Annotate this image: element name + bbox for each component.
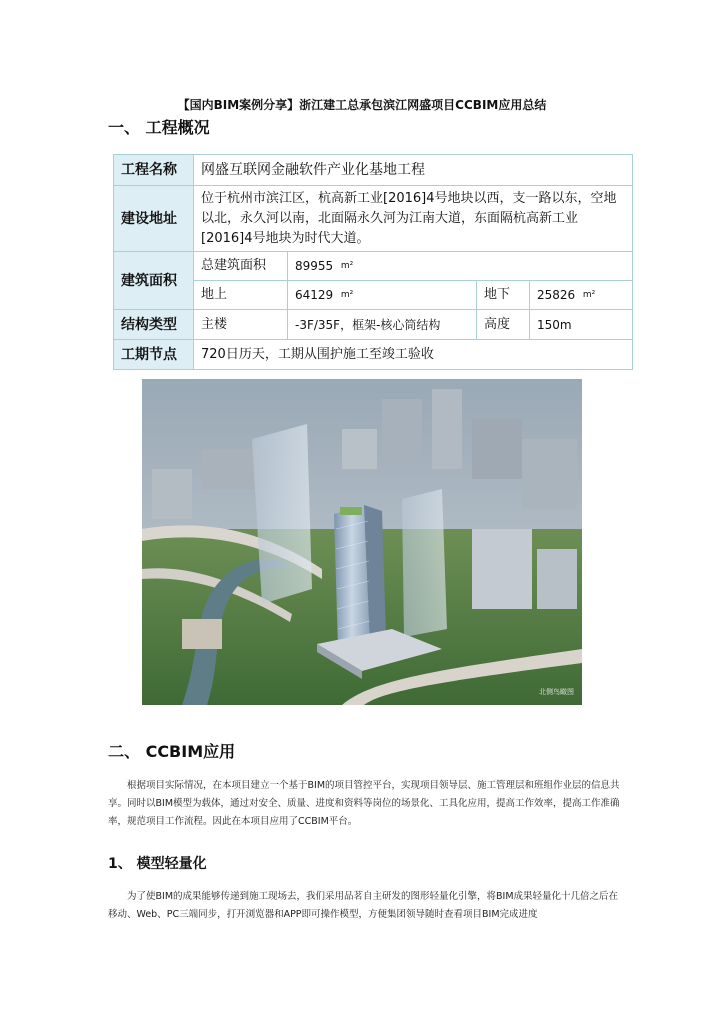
subsection-heading-model-lightweight: 1、 模型轻量化 <box>108 856 207 872</box>
aerial-rendering-image <box>142 379 582 705</box>
schedule-label: 工期节点 <box>114 340 194 370</box>
structure-type-label: 结构类型 <box>114 310 194 340</box>
total-area-cell <box>288 252 633 281</box>
table-row <box>114 310 633 340</box>
table-row <box>114 252 633 281</box>
below-ground-value: 25826 <box>537 288 576 302</box>
image-caption: 北侧鸟瞰图 <box>539 688 574 696</box>
document-title: 【国内BIM案例分享】浙江建工总承包滨江网盛项目CCBIM应用总结 <box>177 98 547 112</box>
aerial-rendering-illustration <box>142 379 582 705</box>
building-area-label: 建筑面积 <box>114 252 194 310</box>
section-heading-overview: 一、 工程概况 <box>108 118 210 137</box>
height-value: 150m <box>530 310 633 340</box>
height-label: 高度 <box>477 310 530 340</box>
paragraph-lightweight: 为了使BIM的成果能够传递到施工现场去，我们采用品茗自主研发的图形轻量化引擎，将BIM成果轻量化十几倍之后在移动、Web、PC三端同步，打开浏览器和APP即可操作模型，方便集团领导随时查看项目BIM完成进度 <box>108 891 619 920</box>
above-ground-cell <box>288 281 477 310</box>
table-row <box>114 186 633 252</box>
structure-value: -3F/35F，框架-核心筒结构 <box>288 310 477 340</box>
project-info-table <box>113 154 633 370</box>
below-ground-cell <box>530 281 633 310</box>
schedule-value: 720日历天，工期从围护施工至竣工验收 <box>194 340 633 370</box>
total-area-label: 总建筑面积 <box>194 252 288 281</box>
above-ground-label: 地上 <box>194 281 288 310</box>
table-row <box>114 340 633 370</box>
table-row <box>114 155 633 186</box>
project-name-value: 网盛互联网金融软件产业化基地工程 <box>194 155 633 186</box>
location-value: 位于杭州市滨江区，杭高新工业[2016]4号地块以西，支一路以东，空地以北，永久河以南，北面隔永久河为江南大道，东面隔杭高新工业[2016]4号地块为时代大道。 <box>194 186 633 252</box>
area-unit: m² <box>340 261 354 271</box>
section-heading-ccbim: 二、 CCBIM应用 <box>108 742 236 761</box>
paragraph-platform-intro: 根据项目实际情况，在本项目建立一个基于BIM的项目管控平台，实现项目领导层、施工管理层和班组作业层的信息共享。同时以BIM模型为载体，通过对安全、质量、进度和资料等岗位的场景化、工具化应用，提高工作效率，提高工作准确率，规范项目工作流程。因此在本项目应用了CCBIM平台。 <box>108 780 620 827</box>
area-unit: m² <box>340 290 354 300</box>
location-label: 建设地址 <box>114 186 194 252</box>
area-unit: m² <box>582 290 596 300</box>
total-area-value: 89955 <box>295 259 334 273</box>
project-name-label: 工程名称 <box>114 155 194 186</box>
above-ground-value: 64129 <box>295 288 334 302</box>
main-building-label: 主楼 <box>194 310 288 340</box>
below-ground-label: 地下 <box>477 281 530 310</box>
